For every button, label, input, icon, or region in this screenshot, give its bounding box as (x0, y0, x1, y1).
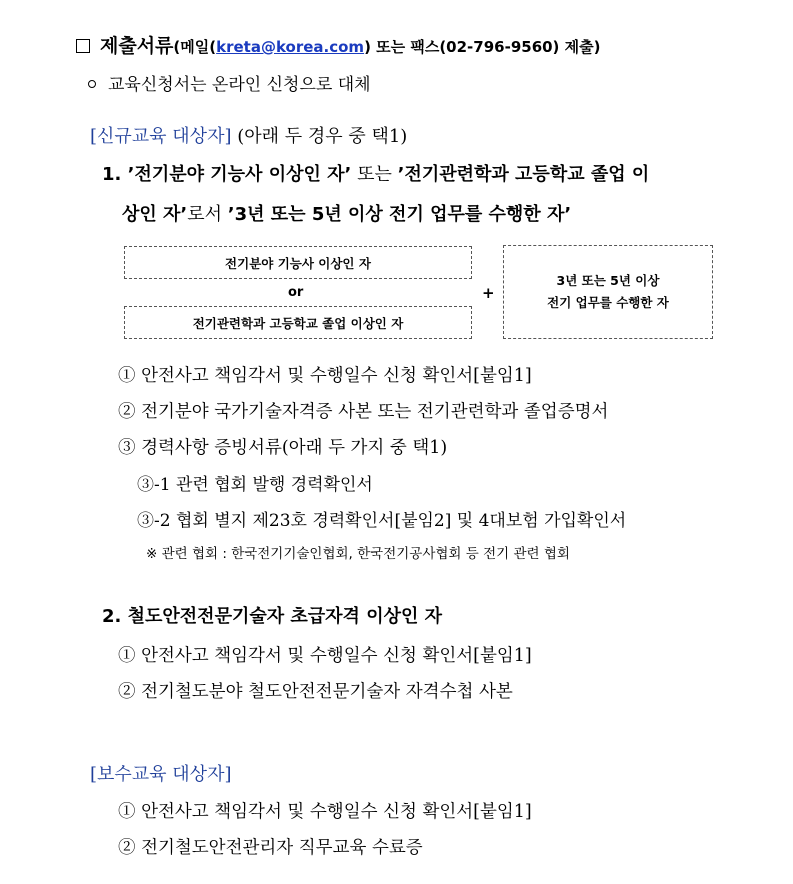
header-paren-open: (메일( (173, 38, 217, 56)
diagram-box-technician: 전기분야 기능사 이상인 자 (124, 246, 472, 279)
new-edu-heading (90, 122, 407, 148)
diagram-box-experience-line1: 3년 또는 5년 이상 (556, 273, 660, 288)
refresher-heading: [보수교육 대상자] (90, 764, 232, 785)
diagram-plus: + (482, 284, 495, 302)
case1-text-a: 1. ’전기분야 기능사 이상인 자’ (102, 164, 352, 185)
case1-text-f: ’3년 또는 5년 이상 전기 업무를 수행한 자’ (227, 204, 572, 225)
checkbox-square-icon (76, 39, 90, 53)
diagram-box-graduate: 전기관련학과 고등학교 졸업 이상인 자 (124, 306, 472, 339)
sub-item: ③-2 협회 별지 제23호 경력확인서[붙임2] 및 4대보험 가입확인서 (137, 511, 627, 531)
diagram-box-experience (503, 245, 713, 339)
diagram-box-experience-line2: 전기 업무를 수행한 자 (547, 295, 669, 310)
case1-text-b: 또는 (351, 164, 398, 185)
sub-item: ③-1 관련 협회 발행 경력확인서 (137, 475, 373, 495)
list-item: ② 전기철도안전관리자 직무교육 수료증 (118, 838, 423, 858)
remark-note: ※ 관련 협회 : 한국전기기술인협회, 한국전기공사협회 등 전기 관련 협회 (146, 546, 570, 562)
list-item: ① 안전사고 책임각서 및 수행일수 신청 확인서[붙임1] (118, 646, 532, 666)
bullet-circle-icon (88, 80, 96, 88)
list-item: ③ 경력사항 증빙서류(아래 두 가지 중 택1) (118, 438, 448, 458)
case1-line2 (122, 200, 571, 226)
list-item: ① 안전사고 책임각서 및 수행일수 신청 확인서[붙임1] (118, 366, 532, 386)
email-link[interactable]: kreta@korea.com (216, 38, 365, 56)
case2-heading: 2. 철도안전전문기술자 초급자격 이상인 자 (102, 606, 443, 627)
new-edu-suffix: (아래 두 경우 중 택1) (231, 126, 408, 147)
case1-line1 (102, 160, 649, 186)
list-item: ② 전기철도분야 철도안전전문기술자 자격수첩 사본 (118, 682, 513, 702)
list-item: ① 안전사고 책임각서 및 수행일수 신청 확인서[붙임1] (118, 802, 532, 822)
case1-text-e: 로서 (187, 204, 228, 225)
online-note-text: 교육신청서는 온라인 신청으로 대체 (108, 75, 371, 95)
diagram-or: or (288, 285, 304, 300)
header-paren-rest: ) 또는 팩스(02-796-9560) 제출) (364, 38, 601, 56)
case1-text-c: ’전기관련학과 고등학교 졸업 이 (397, 164, 650, 185)
list-item: ② 전기분야 국가기술자격증 사본 또는 전기관련학과 졸업증명서 (118, 402, 609, 422)
new-edu-label: [신규교육 대상자] (90, 126, 232, 147)
section-header (76, 31, 600, 58)
case1-text-d: 상인 자’ (122, 204, 188, 225)
online-note (88, 70, 371, 95)
section-title: 제출서류 (100, 35, 174, 57)
